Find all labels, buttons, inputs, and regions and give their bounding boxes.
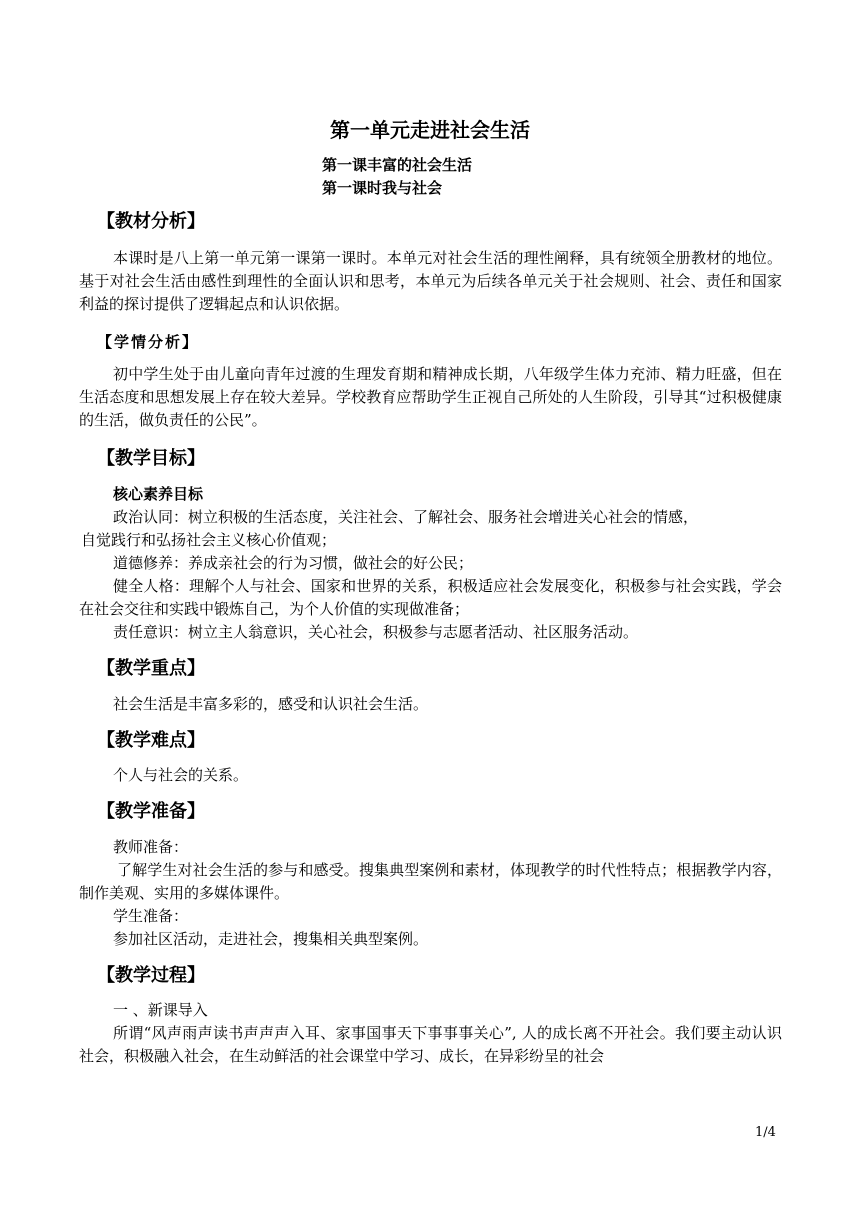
student-prep-text: 参加社区活动，走进社会，搜集相关典型案例。 [113,930,429,948]
goal-political: 政治认同：树立积极的生活态度，关注社会、了解社会、服务社会增进关心社会的情感， [113,508,699,526]
period-title: 第一课时我与社会 [322,179,443,197]
student-prep-label: 学生准备： [113,907,189,925]
students-text: 初中学生处于由儿童向青年过渡的生理发育期和精神成长期，八年级学生体力充沛、精力旺盛，但在生活态度和思想发展上存在较大差异。学校教育应帮助学生正视自己所处的人生阶段，引导其“过积极健康的生活，做负责任的公民”。 [79,365,782,429]
goal-personality: 健全人格：理解个人与社会、国家和世界的关系，积极适应社会发展变化，积极参与社会实践，学会在社会交往和实践中锻炼自己，为个人价值的实现做准备； [79,577,782,618]
unit-title: 第一单元走进社会生活 [330,118,530,142]
goals-subheading: 核心素养目标 [113,485,204,503]
difficult-text: 个人与社会的关系。 [113,766,249,784]
difficult-heading: 【教学难点】 [97,730,205,751]
process-heading: 【教学过程】 [97,965,205,986]
goal-moral: 道德修养：养成亲社会的行为习惯，做社会的好公民； [113,554,474,572]
key-heading: 【教学重点】 [97,658,205,679]
page-number: 1/4 [755,1125,776,1140]
teacher-prep-label: 教师准备： [113,838,189,856]
lesson-title: 第一课丰富的社会生活 [322,156,473,174]
goals-heading: 【教学目标】 [97,448,205,469]
key-text: 社会生活是丰富多彩的，感受和认识社会生活。 [113,695,429,713]
process-step-1: 一 、新课导入 [113,1001,208,1019]
prep-heading: 【教学准备】 [97,801,205,822]
goal-responsibility: 责任意识：树立主人翁意识，关心社会，积极参与志愿者活动、社区服务活动。 [113,623,639,641]
students-heading: 【学情分析】 [97,333,200,351]
goal-political-cont: 自觉践行和弘扬社会主义核心价值观； [81,531,337,549]
analysis-heading: 【教材分析】 [97,211,205,232]
process-text: 所谓“风声雨声读书声声声入耳、家事国事天下事事事关心”, 人的成长离不开社会。我们要主动认识社会，积极融入社会，在生动鲜活的社会课堂中学习、成长，在异彩纷呈的社会 [79,1024,782,1065]
analysis-text: 本课时是八上第一单元第一课第一课时。本单元对社会生活的理性阐释，具有统领全册教材的地位。基于对社会生活由感性到理性的全面认识和思考，本单元为后续各单元关于社会规则、社会、责任和国家利益的探讨提供了逻辑起点和认识依据。 [79,249,782,313]
teacher-prep-text: 了解学生对社会生活的参与和感受。搜集典型案例和素材，体现教学的时代性特点；根据教学内容，制作美观、实用的多媒体课件。 [79,861,782,902]
